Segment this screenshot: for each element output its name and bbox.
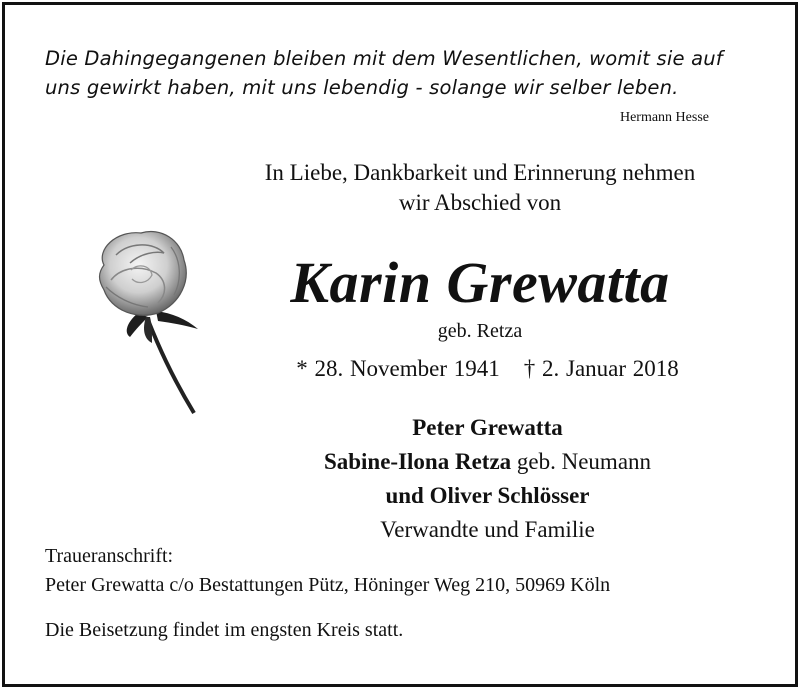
quote-line-2: uns gewirkt haben, mit uns lebendig - solange wir selber leben. — [45, 76, 679, 99]
deceased-name: Karin Grewatta — [290, 250, 670, 315]
death-date: † 2. Januar 2018 — [523, 356, 679, 381]
mourners — [200, 411, 775, 547]
rose-image — [86, 225, 211, 420]
mourner-3: und Oliver Schlösser — [385, 483, 590, 508]
mourner-1: Peter Grewatta — [412, 415, 563, 440]
mourner-2: Sabine-Ilona Retza — [323, 449, 512, 474]
footer — [45, 542, 765, 645]
quote-author: Hermann Hesse — [619, 110, 709, 125]
address: Peter Grewatta c/o Bestattungen Pütz, Höninger Weg 210, 50969 Köln — [45, 574, 611, 596]
quote — [45, 44, 765, 102]
mourner-2-line — [200, 445, 775, 479]
quote-line-1: Die Dahingegangenen bleiben mit dem Wesentlichen, womit sie auf — [45, 47, 723, 70]
intro-line-1: In Liebe, Dankbarkeit und Erinnerung nehmen — [264, 160, 696, 185]
maiden-name: geb. Retza — [437, 320, 523, 342]
life-dates — [200, 353, 775, 385]
burial-note: Die Beisetzung findet im engsten Kreis statt. — [45, 619, 404, 641]
family-line: Verwandte und Familie — [380, 517, 595, 542]
mourner-2-suffix: geb. Neumann — [516, 449, 652, 474]
address-label: Traueranschrift: — [45, 545, 174, 567]
intro-line-2: wir Abschied von — [398, 190, 562, 215]
birth-date: * 28. November 1941 — [296, 356, 500, 381]
intro-text — [200, 158, 760, 218]
